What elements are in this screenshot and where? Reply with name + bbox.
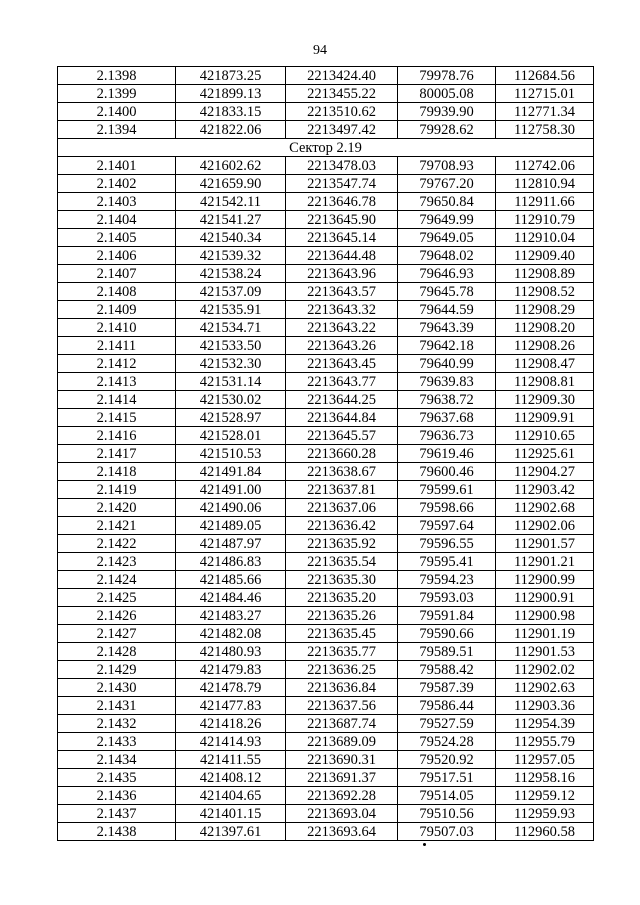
table-row [58,319,594,337]
table-cell: 2213497.42 [286,121,398,139]
table-cell: 2213643.22 [286,319,398,337]
table-cell: 421490.06 [176,499,286,517]
table-cell: 2213645.57 [286,427,398,445]
table-cell: 2213660.28 [286,445,398,463]
table-cell: 2.1412 [58,355,176,373]
table-cell: 112810.94 [496,175,594,193]
table-cell: 2213645.14 [286,229,398,247]
table-row [58,373,594,391]
table-row [58,769,594,787]
table-cell: 2213646.78 [286,193,398,211]
table-row [58,283,594,301]
table-cell: 2213635.92 [286,535,398,553]
table-cell: 79650.84 [398,193,496,211]
table-cell: 2.1394 [58,121,176,139]
table-cell: 2.1401 [58,157,176,175]
table-cell: 112959.12 [496,787,594,805]
table-cell: 79589.51 [398,643,496,661]
table-cell: 79643.39 [398,319,496,337]
table-cell: 112901.21 [496,553,594,571]
table-cell: 112910.65 [496,427,594,445]
table-cell: 79649.05 [398,229,496,247]
table-cell: 79646.93 [398,265,496,283]
table-cell: 112715.01 [496,85,594,103]
table-cell: 112910.79 [496,211,594,229]
table-cell: 2213635.45 [286,625,398,643]
table-cell: 2.1409 [58,301,176,319]
table-row [58,427,594,445]
table-cell: 2.1423 [58,553,176,571]
table-cell: 421528.97 [176,409,286,427]
table-cell: 79594.23 [398,571,496,589]
table-row [58,301,594,319]
table-cell: 2213690.31 [286,751,398,769]
table-cell: 2.1413 [58,373,176,391]
table-cell: 421541.27 [176,211,286,229]
table-cell: 2213635.54 [286,553,398,571]
table-cell: 2.1437 [58,805,176,823]
table-cell: 2.1410 [58,319,176,337]
table-cell: 112925.61 [496,445,594,463]
table-cell: 112758.30 [496,121,594,139]
table-cell: 112742.06 [496,157,594,175]
table-cell: 2.1399 [58,85,176,103]
table-cell: 112771.34 [496,103,594,121]
table-cell: 2.1417 [58,445,176,463]
table-cell: 421477.83 [176,697,286,715]
table-cell: 79527.59 [398,715,496,733]
table-cell: 112902.63 [496,679,594,697]
table-cell: 421873.25 [176,67,286,85]
table-cell: 421538.24 [176,265,286,283]
table-row [58,193,594,211]
table-cell: 2.1422 [58,535,176,553]
table-cell: 2213643.57 [286,283,398,301]
table-cell: 79939.90 [398,103,496,121]
table-cell: 2.1421 [58,517,176,535]
table-cell: 2213455.22 [286,85,398,103]
table-cell: 2.1430 [58,679,176,697]
table-cell: 2.1416 [58,427,176,445]
table-cell: 421404.65 [176,787,286,805]
table-cell: 2.1402 [58,175,176,193]
table-cell: 79590.66 [398,625,496,643]
table-cell: 421534.71 [176,319,286,337]
table-cell: 79649.99 [398,211,496,229]
table-cell: 2.1438 [58,823,176,841]
table-cell: 421540.34 [176,229,286,247]
table-row [58,67,594,85]
table-cell: 79708.93 [398,157,496,175]
table-cell: 2.1419 [58,481,176,499]
table-cell: 2.1428 [58,643,176,661]
table-cell: 79600.46 [398,463,496,481]
table-cell: 2213636.84 [286,679,398,697]
table-cell: 79637.68 [398,409,496,427]
table-cell: 421414.93 [176,733,286,751]
table-cell: 2.1424 [58,571,176,589]
table-cell: 79599.61 [398,481,496,499]
table-cell: 112960.58 [496,823,594,841]
table-cell: 2213643.32 [286,301,398,319]
table-cell: 112909.40 [496,247,594,265]
table-cell: 2.1435 [58,769,176,787]
table-cell: 2213637.56 [286,697,398,715]
table-cell: 2213424.40 [286,67,398,85]
table-cell: 421487.97 [176,535,286,553]
table-cell: 2213643.96 [286,265,398,283]
table-cell: 79587.39 [398,679,496,697]
table-cell: 421539.32 [176,247,286,265]
table-cell: 79514.05 [398,787,496,805]
table-cell: 421491.00 [176,481,286,499]
table-cell: 421532.30 [176,355,286,373]
table-row [58,499,594,517]
table-cell: 2213693.64 [286,823,398,841]
table-cell: 2213635.30 [286,571,398,589]
table-cell: 79591.84 [398,607,496,625]
table-cell: 2.1408 [58,283,176,301]
table-cell: 2213635.77 [286,643,398,661]
table-cell: 2213692.28 [286,787,398,805]
table-cell: 2213643.26 [286,337,398,355]
table-cell: 2.1415 [58,409,176,427]
table-cell: 2213644.84 [286,409,398,427]
table-cell: 2.1436 [58,787,176,805]
table-cell: 112957.05 [496,751,594,769]
table-cell: 112908.26 [496,337,594,355]
table-cell: 421484.46 [176,589,286,607]
table-cell: 112909.91 [496,409,594,427]
table-cell: 2213637.06 [286,499,398,517]
table-row [58,823,594,841]
table-cell: 112911.66 [496,193,594,211]
table-cell: 112908.47 [496,355,594,373]
table-row [58,445,594,463]
table-row [58,553,594,571]
table-row [58,679,594,697]
table-cell: 2213636.25 [286,661,398,679]
table-cell: 2213644.48 [286,247,398,265]
table-row [58,157,594,175]
table-cell: 2213687.74 [286,715,398,733]
table-cell: 112901.57 [496,535,594,553]
table-cell: 79524.28 [398,733,496,751]
table-cell: 2213643.77 [286,373,398,391]
table-cell: 112909.30 [496,391,594,409]
table-row [58,481,594,499]
table-cell: 2.1407 [58,265,176,283]
table-row [58,715,594,733]
table-cell: 2.1426 [58,607,176,625]
rows-after-section [58,157,594,841]
table-row [58,391,594,409]
table-cell: 79588.42 [398,661,496,679]
section-header-group [58,139,594,157]
table-cell: 112902.06 [496,517,594,535]
table-cell: 2213635.26 [286,607,398,625]
table-cell: 421478.79 [176,679,286,697]
table-cell: 112908.29 [496,301,594,319]
table-cell: 421822.06 [176,121,286,139]
table-row [58,409,594,427]
table-cell: 2213691.37 [286,769,398,787]
table-cell: 2.1429 [58,661,176,679]
table-cell: 79638.72 [398,391,496,409]
table-cell: 421418.26 [176,715,286,733]
table-row [58,625,594,643]
table-cell: 79640.99 [398,355,496,373]
table-cell: 79978.76 [398,67,496,85]
table-cell: 112904.27 [496,463,594,481]
table-cell: 2.1403 [58,193,176,211]
table-cell: 112908.81 [496,373,594,391]
table-cell: 79598.66 [398,499,496,517]
table-cell: 421528.01 [176,427,286,445]
table-cell: 2213645.90 [286,211,398,229]
table-cell: 2213637.81 [286,481,398,499]
rows-before-section [58,67,594,139]
table-row [58,571,594,589]
table-cell: 112900.91 [496,589,594,607]
table-cell: 79619.46 [398,445,496,463]
table-row [58,211,594,229]
table-row [58,589,594,607]
table-row [58,661,594,679]
table-cell: 112684.56 [496,67,594,85]
coordinates-table [57,66,594,841]
table-cell: 79595.41 [398,553,496,571]
table-cell: 79510.56 [398,805,496,823]
table-cell: 79644.59 [398,301,496,319]
table-cell: 421408.12 [176,769,286,787]
table-cell: 421533.50 [176,337,286,355]
table-cell: 421482.08 [176,625,286,643]
table-cell: 79648.02 [398,247,496,265]
table-cell: 79767.20 [398,175,496,193]
table-row [58,643,594,661]
table-cell: 2.1411 [58,337,176,355]
section-header-row [58,139,594,157]
table-row [58,607,594,625]
table-row [58,751,594,769]
table-row [58,805,594,823]
table-cell: 79517.51 [398,769,496,787]
table-cell: 79928.62 [398,121,496,139]
table-cell: 112903.36 [496,697,594,715]
table-cell: 2213638.67 [286,463,398,481]
table-cell: 2213693.04 [286,805,398,823]
table-row [58,175,594,193]
table-cell: 2.1427 [58,625,176,643]
table-cell: 112902.02 [496,661,594,679]
table-cell: 2.1434 [58,751,176,769]
table-cell: 421899.13 [176,85,286,103]
table-cell: 79520.92 [398,751,496,769]
table-cell: 421491.84 [176,463,286,481]
table-cell: 421397.61 [176,823,286,841]
table-cell: 80005.08 [398,85,496,103]
table-cell: 421833.15 [176,103,286,121]
table-cell: 2213643.45 [286,355,398,373]
table-cell: 2.1414 [58,391,176,409]
table-cell: 2213635.20 [286,589,398,607]
table-cell: 421530.02 [176,391,286,409]
section-title: Сектор 2.19 [58,139,594,157]
table-cell: 112958.16 [496,769,594,787]
table-cell: 79596.55 [398,535,496,553]
table-cell: 112908.52 [496,283,594,301]
table-cell: 421531.14 [176,373,286,391]
table-cell: 112910.04 [496,229,594,247]
table-row [58,337,594,355]
table-cell: 79597.64 [398,517,496,535]
table-cell: 421537.09 [176,283,286,301]
table-cell: 421486.83 [176,553,286,571]
table-cell: 2.1404 [58,211,176,229]
table-cell: 112908.89 [496,265,594,283]
table-cell: 79645.78 [398,283,496,301]
table-cell: 79636.73 [398,427,496,445]
table-cell: 2.1432 [58,715,176,733]
table-cell: 79639.83 [398,373,496,391]
table-cell: 2.1431 [58,697,176,715]
table-cell: 112955.79 [496,733,594,751]
table-cell: 112954.39 [496,715,594,733]
table-row [58,247,594,265]
table-cell: 79593.03 [398,589,496,607]
table-cell: 2.1418 [58,463,176,481]
table-cell: 421535.91 [176,301,286,319]
table-cell: 2213636.42 [286,517,398,535]
table-cell: 112903.42 [496,481,594,499]
table-cell: 421483.27 [176,607,286,625]
table-cell: 112900.99 [496,571,594,589]
table-cell: 2213689.09 [286,733,398,751]
table-cell: 2.1433 [58,733,176,751]
table-row [58,355,594,373]
table-cell: 2213547.74 [286,175,398,193]
table-row [58,103,594,121]
table-cell: 112901.53 [496,643,594,661]
table-cell: 112908.20 [496,319,594,337]
table-row [58,733,594,751]
table-cell: 2.1400 [58,103,176,121]
table-row [58,85,594,103]
table-cell: 421411.55 [176,751,286,769]
table-cell: 2.1420 [58,499,176,517]
table-cell: 2.1398 [58,67,176,85]
table-cell: 421480.93 [176,643,286,661]
table-cell: 2213644.25 [286,391,398,409]
table-cell: 2213478.03 [286,157,398,175]
table-cell: 421479.83 [176,661,286,679]
table-cell: 79507.03 [398,823,496,841]
table-cell: 421602.62 [176,157,286,175]
table-row [58,787,594,805]
table-cell: 421659.90 [176,175,286,193]
table-cell: 2.1406 [58,247,176,265]
table-cell: 112902.68 [496,499,594,517]
table-cell: 421510.53 [176,445,286,463]
table-cell: 112901.19 [496,625,594,643]
table-cell: 79642.18 [398,337,496,355]
table-cell: 421401.15 [176,805,286,823]
table-cell: 2.1405 [58,229,176,247]
table-row [58,517,594,535]
page-number: 94 [313,43,327,58]
table-cell: 421489.05 [176,517,286,535]
table-cell: 421542.11 [176,193,286,211]
table-row [58,265,594,283]
table-row [58,535,594,553]
table-cell: 112959.93 [496,805,594,823]
table-cell: 2213510.62 [286,103,398,121]
table-row [58,229,594,247]
table-cell: 79586.44 [398,697,496,715]
table-row [58,463,594,481]
table-row [58,121,594,139]
table-cell: 112900.98 [496,607,594,625]
stray-mark [423,843,426,846]
table-row [58,697,594,715]
table-cell: 421485.66 [176,571,286,589]
table-cell: 2.1425 [58,589,176,607]
